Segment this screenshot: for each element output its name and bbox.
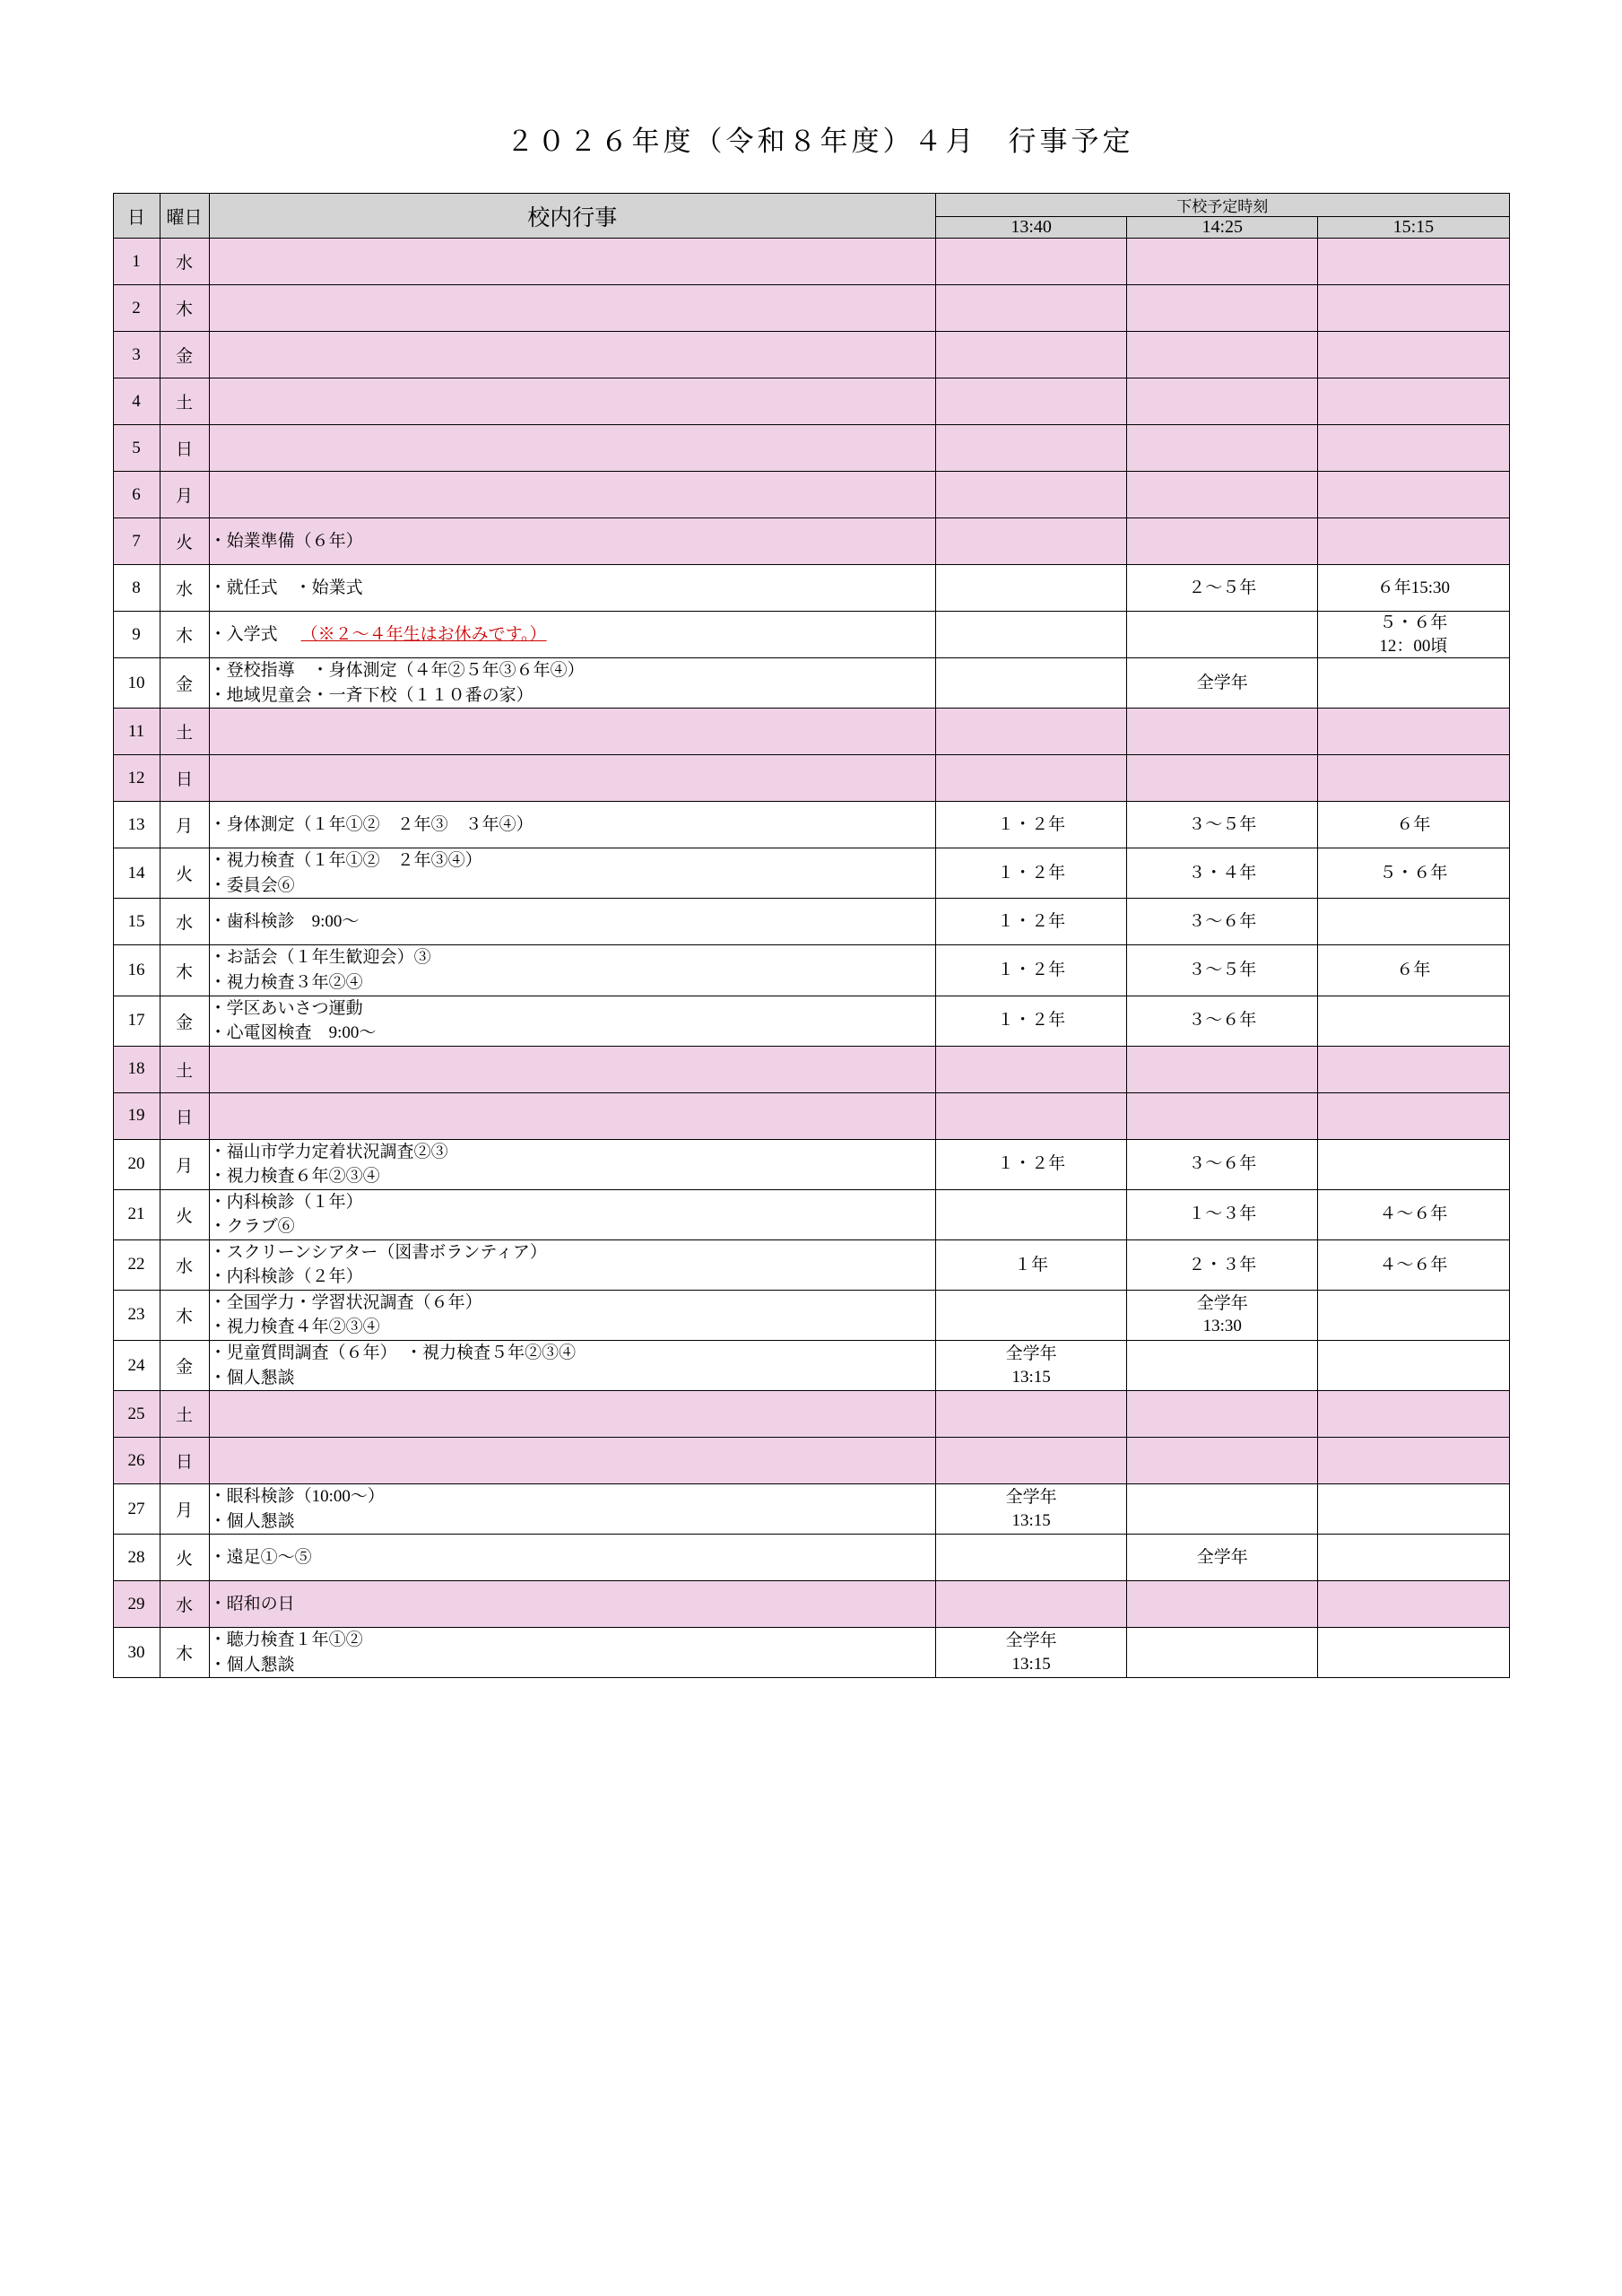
cell-day: 15 xyxy=(113,899,160,945)
table-row xyxy=(113,996,1509,1046)
event-line: ・視力検査（１年①② ２年③④） xyxy=(209,851,482,871)
cell-events xyxy=(209,658,936,709)
cell-dismissal-1: １・２年 xyxy=(936,899,1127,945)
table-row xyxy=(113,425,1509,472)
event-note: （※２～４年生はお休みです。） xyxy=(300,624,547,644)
cell-dismissal-1: １・２年 xyxy=(936,945,1127,996)
cell-dismissal-2 xyxy=(1127,1341,1318,1391)
event-line: ・視力検査３年②④ xyxy=(209,973,363,993)
cell-events xyxy=(209,285,936,332)
cell-events xyxy=(209,332,936,378)
cell-dismissal-3: ５・６年 12：00頃 xyxy=(1318,612,1509,658)
cell-dismissal-2 xyxy=(1127,612,1318,658)
cell-dismissal-3 xyxy=(1318,1092,1509,1139)
table-row xyxy=(113,472,1509,518)
cell-dismissal-2: ３～６年 xyxy=(1127,996,1318,1046)
cell-dismissal-2: 全学年 xyxy=(1127,1535,1318,1581)
event-line: ・眼科検診（10:00～） xyxy=(209,1487,385,1507)
cell-events xyxy=(209,378,936,425)
cell-day: 29 xyxy=(113,1581,160,1628)
col-header-time-2: 14:25 xyxy=(1127,217,1318,239)
event-line: ・委員会⑥ xyxy=(209,875,295,895)
cell-weekday: 火 xyxy=(160,1189,209,1239)
cell-day: 14 xyxy=(113,848,160,899)
cell-dismissal-2 xyxy=(1127,1092,1318,1139)
event-line: ・福山市学力定着状況調査②③ xyxy=(209,1142,448,1161)
cell-weekday: 火 xyxy=(160,848,209,899)
cell-dismissal-3: ４～６年 xyxy=(1318,1189,1509,1239)
cell-events xyxy=(209,996,936,1046)
col-header-time-3: 15:15 xyxy=(1318,217,1509,239)
cell-dismissal-1 xyxy=(936,1535,1127,1581)
event-line: ・視力検査６年②③④ xyxy=(209,1167,380,1187)
cell-dismissal-3 xyxy=(1318,332,1509,378)
cell-weekday: 木 xyxy=(160,285,209,332)
cell-events xyxy=(209,1391,936,1438)
cell-day: 7 xyxy=(113,518,160,565)
event-line: ・個人懇談 xyxy=(209,1511,295,1531)
event-line: ・入学式 （※２～４年生はお休みです。） xyxy=(209,624,547,644)
cell-dismissal-2: ３～５年 xyxy=(1127,802,1318,848)
cell-dismissal-2 xyxy=(1127,425,1318,472)
cell-weekday: 月 xyxy=(160,802,209,848)
event-line: ・就任式 ・始業式 xyxy=(209,578,363,597)
cell-events xyxy=(209,1341,936,1391)
cell-dismissal-2 xyxy=(1127,1391,1318,1438)
cell-dismissal-3 xyxy=(1318,709,1509,755)
event-line: ・個人懇談 xyxy=(209,1655,295,1674)
table-row xyxy=(113,285,1509,332)
schedule-table xyxy=(113,193,1510,1678)
col-header-events: 校内行事 xyxy=(209,194,936,239)
event-line: ・内科検診（１年） xyxy=(209,1192,363,1212)
cell-dismissal-1 xyxy=(936,239,1127,285)
cell-dismissal-2: ３～５年 xyxy=(1127,945,1318,996)
cell-events xyxy=(209,472,936,518)
cell-weekday: 土 xyxy=(160,1391,209,1438)
table-row xyxy=(113,332,1509,378)
event-line: ・お話会（１年生歓迎会）③ xyxy=(209,948,431,968)
cell-day: 10 xyxy=(113,658,160,709)
cell-events xyxy=(209,1438,936,1484)
cell-dismissal-1 xyxy=(936,425,1127,472)
cell-dismissal-3 xyxy=(1318,1535,1509,1581)
cell-day: 2 xyxy=(113,285,160,332)
cell-events xyxy=(209,239,936,285)
event-line: ・クラブ⑥ xyxy=(209,1217,295,1237)
cell-events xyxy=(209,709,936,755)
cell-dismissal-1 xyxy=(936,1290,1127,1340)
cell-day: 27 xyxy=(113,1484,160,1535)
cell-weekday: 火 xyxy=(160,518,209,565)
cell-dismissal-3 xyxy=(1318,1628,1509,1678)
cell-dismissal-2 xyxy=(1127,709,1318,755)
cell-weekday: 火 xyxy=(160,1535,209,1581)
cell-day: 11 xyxy=(113,709,160,755)
cell-day: 13 xyxy=(113,802,160,848)
cell-events xyxy=(209,1290,936,1340)
table-row xyxy=(113,612,1509,658)
table-row xyxy=(113,1341,1509,1391)
cell-weekday: 日 xyxy=(160,755,209,802)
table-row xyxy=(113,802,1509,848)
cell-dismissal-1 xyxy=(936,1189,1127,1239)
event-line: ・心電図検査 9:00～ xyxy=(209,1023,377,1043)
col-header-time-1: 13:40 xyxy=(936,217,1127,239)
cell-weekday: 月 xyxy=(160,1139,209,1189)
cell-events xyxy=(209,518,936,565)
cell-day: 16 xyxy=(113,945,160,996)
cell-day: 9 xyxy=(113,612,160,658)
col-header-day: 日 xyxy=(113,194,160,239)
cell-day: 1 xyxy=(113,239,160,285)
page-title: ２０２６年度（令和８年度）４月 行事予定 xyxy=(506,126,1134,157)
cell-dismissal-3: ５・６年 xyxy=(1318,848,1509,899)
cell-day: 12 xyxy=(113,755,160,802)
cell-dismissal-1 xyxy=(936,332,1127,378)
cell-dismissal-3 xyxy=(1318,658,1509,709)
cell-dismissal-2 xyxy=(1127,1438,1318,1484)
cell-weekday: 水 xyxy=(160,899,209,945)
cell-dismissal-1 xyxy=(936,612,1127,658)
cell-events xyxy=(209,1484,936,1535)
cell-weekday: 木 xyxy=(160,612,209,658)
cell-dismissal-3 xyxy=(1318,1290,1509,1340)
cell-dismissal-3 xyxy=(1318,899,1509,945)
cell-events xyxy=(209,1092,936,1139)
cell-dismissal-3: ４～６年 xyxy=(1318,1239,1509,1290)
cell-dismissal-1: １・２年 xyxy=(936,1139,1127,1189)
cell-weekday: 土 xyxy=(160,1046,209,1092)
cell-dismissal-1: 全学年 13:15 xyxy=(936,1484,1127,1535)
cell-weekday: 木 xyxy=(160,945,209,996)
cell-weekday: 金 xyxy=(160,658,209,709)
event-line: ・地域児童会・一斉下校（１１０番の家） xyxy=(209,685,533,705)
cell-dismissal-2 xyxy=(1127,1484,1318,1535)
cell-day: 8 xyxy=(113,565,160,612)
cell-dismissal-2 xyxy=(1127,285,1318,332)
table-row xyxy=(113,1438,1509,1484)
table-row xyxy=(113,1046,1509,1092)
table-row xyxy=(113,1189,1509,1239)
cell-dismissal-3: ６年 xyxy=(1318,945,1509,996)
cell-dismissal-3 xyxy=(1318,425,1509,472)
cell-dismissal-1: １年 xyxy=(936,1239,1127,1290)
cell-dismissal-3 xyxy=(1318,1046,1509,1092)
table-row xyxy=(113,1290,1509,1340)
table-row xyxy=(113,1092,1509,1139)
cell-dismissal-2 xyxy=(1127,378,1318,425)
cell-dismissal-3 xyxy=(1318,755,1509,802)
event-line: ・昭和の日 xyxy=(209,1594,295,1613)
cell-dismissal-1 xyxy=(936,565,1127,612)
cell-weekday: 水 xyxy=(160,239,209,285)
cell-day: 30 xyxy=(113,1628,160,1678)
event-line: ・児童質問調査（６年） ・視力検査５年②③④ xyxy=(209,1344,577,1363)
cell-weekday: 水 xyxy=(160,1581,209,1628)
cell-dismissal-1: １・２年 xyxy=(936,848,1127,899)
cell-events xyxy=(209,848,936,899)
table-row xyxy=(113,1139,1509,1189)
table-row xyxy=(113,518,1509,565)
cell-weekday: 日 xyxy=(160,425,209,472)
cell-events xyxy=(209,1628,936,1678)
cell-dismissal-2: ３・４年 xyxy=(1127,848,1318,899)
cell-dismissal-1 xyxy=(936,709,1127,755)
cell-dismissal-1 xyxy=(936,285,1127,332)
cell-dismissal-2: １～３年 xyxy=(1127,1189,1318,1239)
cell-day: 21 xyxy=(113,1189,160,1239)
cell-dismissal-2 xyxy=(1127,332,1318,378)
cell-weekday: 土 xyxy=(160,709,209,755)
cell-dismissal-3 xyxy=(1318,378,1509,425)
cell-dismissal-2: 全学年 xyxy=(1127,658,1318,709)
cell-dismissal-3: ６年15:30 xyxy=(1318,565,1509,612)
cell-weekday: 木 xyxy=(160,1290,209,1340)
cell-dismissal-3: ６年 xyxy=(1318,802,1509,848)
cell-events xyxy=(209,899,936,945)
cell-dismissal-3 xyxy=(1318,1391,1509,1438)
cell-dismissal-1: 全学年 13:15 xyxy=(936,1628,1127,1678)
cell-day: 18 xyxy=(113,1046,160,1092)
cell-dismissal-2 xyxy=(1127,472,1318,518)
cell-dismissal-2: 全学年 13:30 xyxy=(1127,1290,1318,1340)
cell-dismissal-3 xyxy=(1318,518,1509,565)
event-line: ・歯科検診 9:00～ xyxy=(209,912,360,932)
cell-weekday: 月 xyxy=(160,1484,209,1535)
cell-dismissal-1 xyxy=(936,755,1127,802)
cell-day: 19 xyxy=(113,1092,160,1139)
cell-weekday: 月 xyxy=(160,472,209,518)
cell-weekday: 金 xyxy=(160,1341,209,1391)
cell-dismissal-3 xyxy=(1318,1581,1509,1628)
cell-dismissal-1 xyxy=(936,1438,1127,1484)
cell-dismissal-3 xyxy=(1318,472,1509,518)
cell-weekday: 水 xyxy=(160,1239,209,1290)
event-line: ・視力検査４年②③④ xyxy=(209,1318,380,1337)
table-row xyxy=(113,378,1509,425)
cell-dismissal-2 xyxy=(1127,755,1318,802)
cell-dismissal-2 xyxy=(1127,1628,1318,1678)
cell-events xyxy=(209,565,936,612)
cell-weekday: 日 xyxy=(160,1092,209,1139)
cell-weekday: 土 xyxy=(160,378,209,425)
event-line: ・スクリーンシアター（図書ボランティア） xyxy=(209,1242,547,1262)
cell-events xyxy=(209,612,936,658)
cell-day: 3 xyxy=(113,332,160,378)
cell-events xyxy=(209,425,936,472)
cell-dismissal-2 xyxy=(1127,1581,1318,1628)
table-row xyxy=(113,945,1509,996)
cell-dismissal-1 xyxy=(936,658,1127,709)
cell-weekday: 金 xyxy=(160,996,209,1046)
cell-events xyxy=(209,1139,936,1189)
event-line: ・登校指導 ・身体測定（４年②５年③６年④） xyxy=(209,661,585,681)
table-row xyxy=(113,709,1509,755)
cell-day: 25 xyxy=(113,1391,160,1438)
table-row xyxy=(113,1239,1509,1290)
cell-dismissal-1: 全学年 13:15 xyxy=(936,1341,1127,1391)
cell-events xyxy=(209,945,936,996)
cell-dismissal-3 xyxy=(1318,1139,1509,1189)
cell-events xyxy=(209,1581,936,1628)
table-header xyxy=(113,194,1509,239)
cell-dismissal-3 xyxy=(1318,239,1509,285)
cell-dismissal-1: １・２年 xyxy=(936,996,1127,1046)
cell-dismissal-3 xyxy=(1318,1341,1509,1391)
cell-dismissal-3 xyxy=(1318,1438,1509,1484)
event-line: ・内科検診（２年） xyxy=(209,1267,363,1287)
event-line: ・学区あいさつ運動 xyxy=(209,998,363,1018)
cell-day: 24 xyxy=(113,1341,160,1391)
event-line: ・身体測定（１年①② ２年③ ３年④） xyxy=(209,815,533,835)
table-row xyxy=(113,755,1509,802)
cell-dismissal-1 xyxy=(936,1092,1127,1139)
event-line: ・始業準備（６年） xyxy=(209,531,363,551)
cell-day: 5 xyxy=(113,425,160,472)
cell-weekday: 水 xyxy=(160,565,209,612)
cell-weekday: 日 xyxy=(160,1438,209,1484)
cell-dismissal-2: ２・３年 xyxy=(1127,1239,1318,1290)
event-line: ・個人懇談 xyxy=(209,1368,295,1387)
event-line: ・聴力検査１年①② xyxy=(209,1631,363,1650)
cell-dismissal-2: ２～５年 xyxy=(1127,565,1318,612)
table-row xyxy=(113,1484,1509,1535)
col-header-dow: 曜日 xyxy=(160,194,209,239)
table-row xyxy=(113,658,1509,709)
cell-dismissal-1 xyxy=(936,518,1127,565)
cell-day: 28 xyxy=(113,1535,160,1581)
cell-dismissal-1 xyxy=(936,472,1127,518)
table-row xyxy=(113,899,1509,945)
cell-day: 26 xyxy=(113,1438,160,1484)
table-row xyxy=(113,565,1509,612)
event-line: ・全国学力・学習状況調査（６年） xyxy=(209,1292,482,1312)
table-row xyxy=(113,239,1509,285)
cell-dismissal-3 xyxy=(1318,1484,1509,1535)
table-row xyxy=(113,1391,1509,1438)
cell-dismissal-1: １・２年 xyxy=(936,802,1127,848)
cell-weekday: 金 xyxy=(160,332,209,378)
cell-events xyxy=(209,1189,936,1239)
cell-day: 17 xyxy=(113,996,160,1046)
cell-events xyxy=(209,1046,936,1092)
cell-dismissal-2: ３～６年 xyxy=(1127,1139,1318,1189)
cell-weekday: 木 xyxy=(160,1628,209,1678)
cell-dismissal-1 xyxy=(936,1046,1127,1092)
cell-day: 6 xyxy=(113,472,160,518)
cell-events xyxy=(209,1535,936,1581)
table-row xyxy=(113,1581,1509,1628)
cell-dismissal-2 xyxy=(1127,239,1318,285)
table-body xyxy=(113,239,1509,1678)
cell-day: 23 xyxy=(113,1290,160,1340)
cell-dismissal-1 xyxy=(936,1581,1127,1628)
cell-day: 4 xyxy=(113,378,160,425)
col-header-dismissal-group: 下校予定時刻 xyxy=(936,194,1509,217)
table-row xyxy=(113,1628,1509,1678)
cell-dismissal-2: ３～６年 xyxy=(1127,899,1318,945)
cell-dismissal-2 xyxy=(1127,1046,1318,1092)
cell-events xyxy=(209,1239,936,1290)
table-row xyxy=(113,1535,1509,1581)
table-row xyxy=(113,848,1509,899)
event-line: ・遠足①～⑤ xyxy=(209,1547,312,1567)
cell-dismissal-3 xyxy=(1318,285,1509,332)
cell-day: 20 xyxy=(113,1139,160,1189)
cell-dismissal-1 xyxy=(936,1391,1127,1438)
cell-dismissal-3 xyxy=(1318,996,1509,1046)
cell-events xyxy=(209,802,936,848)
cell-dismissal-1 xyxy=(936,378,1127,425)
cell-dismissal-2 xyxy=(1127,518,1318,565)
cell-day: 22 xyxy=(113,1239,160,1290)
cell-events xyxy=(209,755,936,802)
